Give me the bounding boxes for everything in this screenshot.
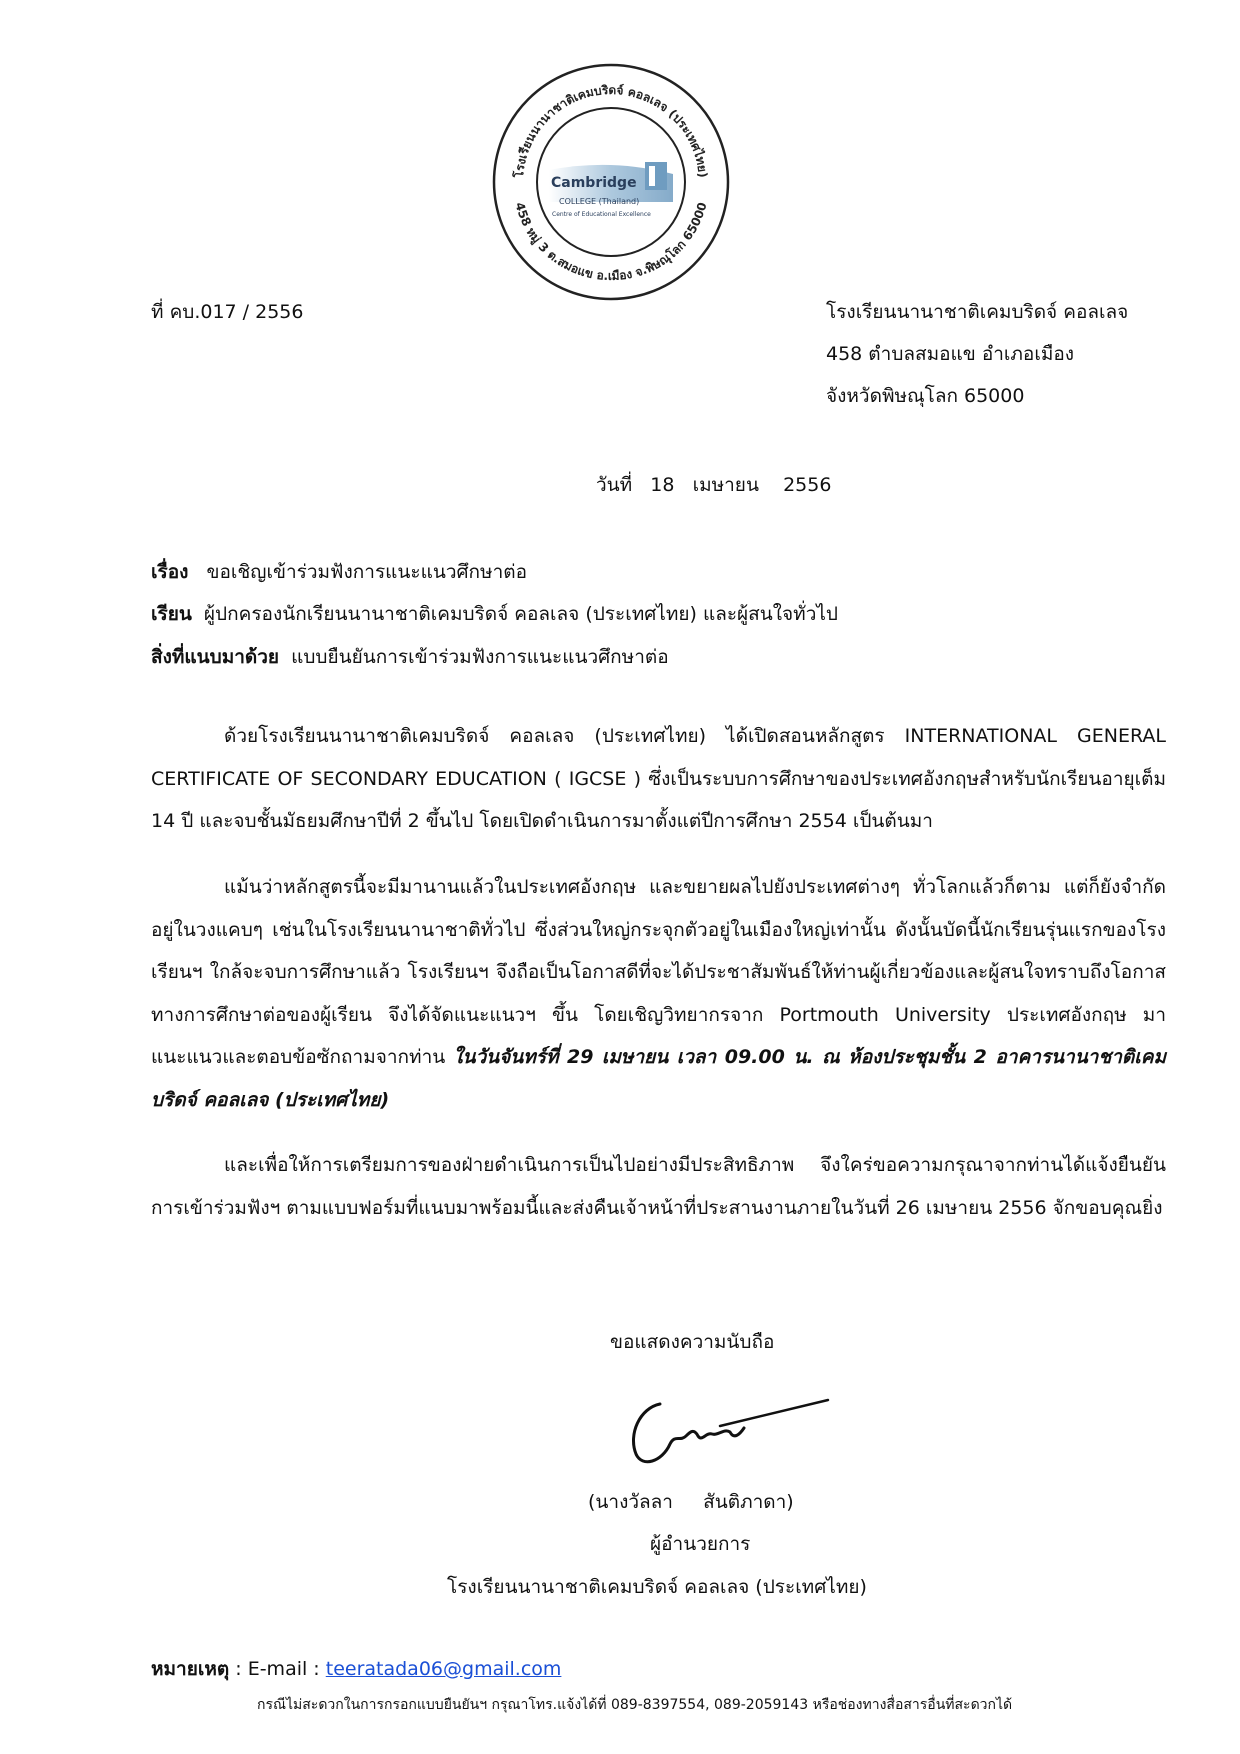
attachment-line (151, 636, 669, 678)
address-line-1: 458 ตำบลสมอแข อำเภอเมือง (826, 343, 1075, 365)
body-paragraph-3 (151, 1144, 1166, 1229)
subject-text: ขอเชิญเข้าร่วมฟังการแนะแนวศึกษาต่อ (206, 561, 528, 583)
letter-date: วันที่ 18 เมษายน 2556 (596, 474, 832, 496)
logo-tagline: Centre of Educational Excellence (552, 211, 651, 218)
signatory-organization: โรงเรียนนานาชาติเคมบริดจ์ คอลเลจ (ประเทศไทย) (447, 1576, 867, 1598)
attachment-text: แบบยืนยันการเข้าร่วมฟังการแนะแนวศึกษาต่อ (291, 646, 669, 668)
subject-label: เรื่อง (151, 561, 189, 583)
reference-number: ที่ คบ.017 / 2556 (151, 301, 304, 323)
paragraph-2-text: แม้นว่าหลักสูตรนี้จะมีมานานแล้วในประเทศอังกฤษ และขยายผลไปยังประเทศต่างๆ ทั่วโลกแล้วก็ตาม แต่ก็ยังจำกัดอยู่ในวงแคบๆ เช่นในโรงเรียนนานาชาติทั่วไป ซึ่งส่วนใหญ่กระจุกตัวอยู่ในเมืองใหญ่เท่านั้น ดังนั้นบัดนี้นักเรียนรุ่นแรกของโรงเรียนฯ ใกล้จะจบการศึกษาแล้ว โรงเรียนฯ จึงถือเป็นโอกาสดีที่จะได้ประชาสัมพันธ์ให้ท่านผู้เกี่ยวข้องและผู้สนใจทราบถึงโอกาสทางการศึกษาต่อของผู้เรียน จึงได้จัดแนะแนวฯ ขึ้น โดยเชิญวิทยากรจาก Portmouth University ประเทศอังกฤษ มาแนะแนวและตอบข้อซักถามจากท่าน (151, 876, 1166, 1068)
paragraph-3-text: และเพื่อให้การเตรียมการของฝ่ายดำเนินการเป็นไปอย่างมีประสิทธิภาพ จึงใคร่ขอความกรุณาจากท่านได้แจ้งยืนยันการเข้าร่วมฟังฯ ตามแบบฟอร์มที่แนบมาพร้อมนี้และส่งคืนเจ้าหน้าที่ประสานงานภายในวันที่ 26 เมษายน 2556 จักขอบคุณยิ่ง (151, 1154, 1166, 1219)
body-paragraph-1 (151, 715, 1166, 843)
phone-contact-line: กรณีไม่สะดวกในการกรอกแบบยืนยันฯ กรุณาโทร.แจ้งได้ที่ 089-8397554, 089-2059143 หรือช่องทางสื่อสารอื่นที่สะดวกได้ (257, 1697, 1013, 1713)
logo-subtitle: COLLEGE (Thailand) (559, 197, 640, 206)
address-line-2: จังหวัดพิษณุโลก 65000 (826, 385, 1025, 407)
subject-line (151, 551, 527, 593)
body-paragraph-2 (151, 866, 1166, 1121)
logo-title: Cambridge (551, 175, 637, 191)
signatory-position: ผู้อำนวยการ (650, 1533, 751, 1555)
svg-text:โรงเรียนนานาชาติเคมบริดจ์ คอลเ (511, 83, 710, 179)
attachment-label: สิ่งที่แนบมาด้วย (151, 646, 280, 668)
college-logo (549, 173, 677, 231)
note-label: หมายเหตุ (151, 1658, 230, 1680)
email-prefix: : E-mail : (229, 1658, 326, 1680)
addressee-label: เรียน (151, 603, 192, 625)
handwritten-signature (620, 1382, 830, 1472)
signatory-name: (นางวัลลา สันติภาดา) (588, 1491, 794, 1513)
closing-regards: ขอแสดงความนับถือ (610, 1331, 775, 1353)
addressee-line (151, 593, 838, 635)
addressee-text: ผู้ปกครองนักเรียนนานาชาติเคมบริดจ์ คอลเลจ (ประเทศไทย) และผู้สนใจทั่วไป (203, 603, 838, 625)
note-line (151, 1648, 561, 1690)
seal-address-text: 458 หมู่ 3 ต.สมอแข อ.เมือง จ.พิษณุโลก 65000 (512, 200, 710, 284)
school-name: โรงเรียนนานาชาติเคมบริดจ์ คอลเลจ (826, 301, 1129, 323)
email-link[interactable]: teeratada06@gmail.com (325, 1658, 562, 1680)
paragraph-1-text: ด้วยโรงเรียนนานาชาติเคมบริดจ์ คอลเลจ (ประเทศไทย) ได้เปิดสอนหลักสูตร INTERNATIONAL GENERAL CERTIFICATE OF SECONDARY EDUCATION ( IGCSE ) ซึ่งเป็นระบบการศึกษาของประเทศอังกฤษสำหรับนักเรียนอายุเต็ม 14 ปี และจบชั้นมัธยมศึกษาปีที่ 2 ขึ้นไป โดยเปิดดำเนินการมาตั้งแต่ปีการศึกษา 2554 เป็นต้นมา (151, 725, 1166, 832)
seal-ring-text: โรงเรียนนานาชาติเคมบริดจ์ คอลเลจ (ประเทศไทย) (512, 82, 710, 179)
event-datetime-location: ในวันจันทร์ที่ 29 เมษายน เวลา 09.00 น. ณ ห้องประชุมชั้น 2 อาคารนานาชาติเคมบริดจ์ คอลเลจ (ประเทศไทย) (151, 1046, 1166, 1111)
